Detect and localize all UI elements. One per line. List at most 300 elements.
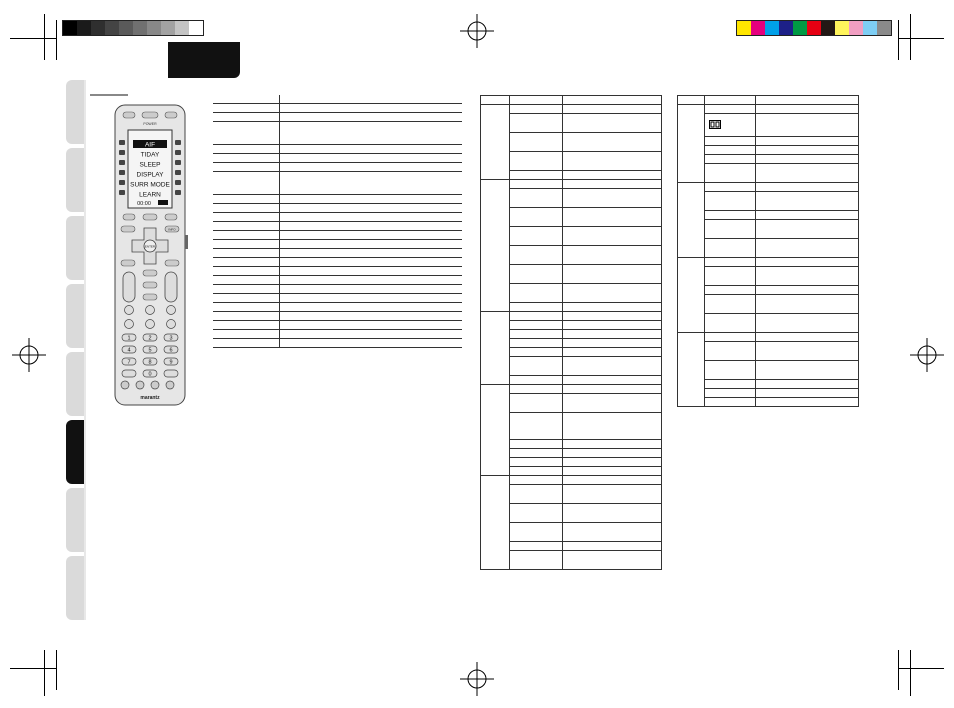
digit-label: 0 xyxy=(148,371,152,378)
color-strip xyxy=(736,20,892,36)
crop-mark xyxy=(56,20,57,60)
table-row xyxy=(213,240,462,249)
side-tab-6-active[interactable] xyxy=(66,420,84,484)
table-row xyxy=(481,180,662,189)
side-tab-4[interactable] xyxy=(66,284,84,348)
table-cell xyxy=(510,394,563,413)
table-cell xyxy=(678,258,705,333)
table-cell xyxy=(756,314,859,333)
table-cell xyxy=(756,295,859,314)
crop-mark xyxy=(898,20,899,60)
color-swatch xyxy=(863,21,877,35)
side-tab-2[interactable] xyxy=(66,148,84,212)
table-row xyxy=(678,389,859,398)
table-cell xyxy=(280,145,463,154)
table-row xyxy=(213,330,462,339)
side-tab-divider xyxy=(84,80,86,620)
table-cell xyxy=(510,105,563,114)
color-swatch xyxy=(161,21,175,35)
table-cell xyxy=(563,208,662,227)
table-cell xyxy=(756,389,859,398)
section-tab-header xyxy=(168,42,240,78)
table-cell xyxy=(510,458,563,467)
table-cell xyxy=(563,227,662,246)
table-cell xyxy=(756,164,859,183)
table-middle xyxy=(480,95,662,570)
table-row xyxy=(213,172,462,195)
table-cell xyxy=(563,394,662,413)
table-row xyxy=(678,314,859,333)
table-cell xyxy=(756,114,859,137)
registration-mark-bottom xyxy=(460,662,494,696)
digit-label: 3 xyxy=(169,335,173,342)
table-row xyxy=(213,204,462,213)
table-cell xyxy=(756,211,859,220)
enter-label: ENTER xyxy=(144,244,156,249)
table-cell xyxy=(213,95,280,104)
table-cell xyxy=(563,171,662,180)
table-cell xyxy=(213,267,280,276)
table-row xyxy=(678,342,859,361)
table-cell xyxy=(705,258,756,267)
table-cell xyxy=(756,192,859,211)
table-cell xyxy=(213,222,280,231)
color-swatch xyxy=(793,21,807,35)
remote-brand: marantz xyxy=(140,395,160,401)
table-cell xyxy=(213,321,280,330)
table-cell xyxy=(563,303,662,312)
crop-mark xyxy=(56,650,57,690)
crop-mark xyxy=(910,14,911,60)
side-tab-3[interactable] xyxy=(66,216,84,280)
table-cell xyxy=(213,303,280,312)
table-cell xyxy=(563,551,662,570)
digit-label: 4 xyxy=(127,347,131,354)
table-cell xyxy=(563,246,662,265)
side-tab-5[interactable] xyxy=(66,352,84,416)
table-cell xyxy=(563,485,662,504)
table-cell xyxy=(280,303,463,312)
color-swatch xyxy=(105,21,119,35)
table-row xyxy=(678,295,859,314)
table-cell xyxy=(213,122,280,145)
table-cell xyxy=(481,385,510,476)
table-cell xyxy=(280,113,463,122)
table-cell xyxy=(510,467,563,476)
color-swatch xyxy=(835,21,849,35)
table-cell xyxy=(510,227,563,246)
table-cell xyxy=(563,440,662,449)
table-row xyxy=(678,258,859,267)
table-cell xyxy=(563,265,662,284)
table-cell xyxy=(481,476,510,570)
table-cell xyxy=(280,294,463,303)
table-row xyxy=(213,249,462,258)
table-cell xyxy=(510,376,563,385)
table-cell xyxy=(756,155,859,164)
table-cell xyxy=(280,104,463,113)
table-cell xyxy=(563,523,662,542)
table-cell xyxy=(563,542,662,551)
table-cell xyxy=(705,398,756,407)
lcd-line: AIF xyxy=(144,141,156,149)
table-cell xyxy=(756,258,859,267)
color-swatch xyxy=(189,21,203,35)
table-cell xyxy=(280,204,463,213)
digit-label: 8 xyxy=(148,359,152,366)
table-cell xyxy=(705,380,756,389)
table-cell xyxy=(756,398,859,407)
table-cell xyxy=(563,449,662,458)
table-cell xyxy=(563,321,662,330)
table-cell xyxy=(705,389,756,398)
table-row xyxy=(213,213,462,222)
table-row xyxy=(481,105,662,114)
table-cell xyxy=(213,113,280,122)
table-cell xyxy=(705,183,756,192)
table-row xyxy=(678,96,859,105)
table-row xyxy=(213,195,462,204)
table-row xyxy=(213,321,462,330)
color-swatch xyxy=(877,21,891,35)
table-cell xyxy=(705,164,756,183)
table-row xyxy=(213,163,462,172)
table-row xyxy=(213,303,462,312)
crop-mark xyxy=(898,650,899,690)
table-row xyxy=(678,220,859,239)
table-cell xyxy=(510,265,563,284)
table-cell xyxy=(213,294,280,303)
table-cell xyxy=(510,542,563,551)
color-swatch xyxy=(737,21,751,35)
table-cell xyxy=(705,155,756,164)
table-row xyxy=(678,286,859,295)
table-row xyxy=(481,96,662,105)
table-row xyxy=(213,154,462,163)
table-cell xyxy=(756,137,859,146)
table-cell xyxy=(213,285,280,294)
lcd-line: SLEEP xyxy=(139,161,161,169)
heading-underline xyxy=(90,94,128,96)
table-cell xyxy=(756,342,859,361)
table-row xyxy=(678,105,859,114)
table-cell xyxy=(213,276,280,285)
table-right xyxy=(677,95,859,407)
table-cell xyxy=(280,222,463,231)
table-row xyxy=(213,122,462,145)
table-cell xyxy=(563,413,662,440)
table-cell xyxy=(510,208,563,227)
table-cell xyxy=(481,180,510,312)
table-cell xyxy=(563,339,662,348)
table-cell xyxy=(563,312,662,321)
table-cell xyxy=(563,458,662,467)
table-row xyxy=(213,276,462,285)
table-cell xyxy=(705,314,756,333)
digit-label: 6 xyxy=(169,347,173,354)
crop-mark xyxy=(898,668,944,669)
table-cell xyxy=(705,342,756,361)
table-cell xyxy=(510,476,563,485)
table-cell xyxy=(213,312,280,321)
digit-label: 2 xyxy=(148,335,152,342)
table-row xyxy=(481,385,662,394)
table-cell xyxy=(705,267,756,286)
table-cell xyxy=(280,95,463,104)
table-cell xyxy=(280,339,463,348)
table-cell xyxy=(280,276,463,285)
lcd-line: LEARN xyxy=(139,191,161,199)
table-cell xyxy=(213,172,280,195)
table-cell xyxy=(563,133,662,152)
table-cell xyxy=(280,163,463,172)
table-cell xyxy=(756,286,859,295)
digit-label: 5 xyxy=(148,347,152,354)
table-cell xyxy=(280,312,463,321)
color-swatch xyxy=(119,21,133,35)
lcd-line: TIDAY xyxy=(140,151,160,159)
digit-label: 7 xyxy=(127,359,131,366)
table-cell xyxy=(510,284,563,303)
table-cell xyxy=(280,285,463,294)
table-cell xyxy=(213,213,280,222)
table-cell xyxy=(678,183,705,258)
power-label: POWER xyxy=(143,122,157,126)
table-cell xyxy=(705,286,756,295)
table-row xyxy=(678,164,859,183)
color-swatch xyxy=(849,21,863,35)
table-cell xyxy=(280,321,463,330)
table-cell xyxy=(213,258,280,267)
table-cell xyxy=(678,96,705,105)
table-cell xyxy=(563,467,662,476)
table-cell xyxy=(510,152,563,171)
table-cell xyxy=(481,105,510,180)
table-row xyxy=(213,222,462,231)
table-cell xyxy=(510,246,563,265)
table-cell xyxy=(213,204,280,213)
table-cell xyxy=(510,551,563,570)
table-cell xyxy=(280,122,463,145)
table-cell xyxy=(705,192,756,211)
color-swatch xyxy=(821,21,835,35)
table-cell xyxy=(705,239,756,258)
table-cell xyxy=(705,333,756,342)
table-cell xyxy=(213,195,280,204)
table-cell xyxy=(213,104,280,113)
dolby-logo-icon xyxy=(709,120,721,129)
table-cell xyxy=(563,180,662,189)
lcd-line: 00:00 xyxy=(137,201,151,207)
table-cell xyxy=(510,449,563,458)
table-row xyxy=(678,333,859,342)
table-cell xyxy=(563,476,662,485)
color-swatch xyxy=(175,21,189,35)
remote-side-knob xyxy=(185,235,188,249)
table-row xyxy=(213,294,462,303)
table-cell xyxy=(756,267,859,286)
table-cell xyxy=(213,240,280,249)
crop-mark xyxy=(910,650,911,696)
table-cell xyxy=(705,96,756,105)
remote-control-illustration xyxy=(114,104,186,406)
color-swatch xyxy=(63,21,77,35)
table-cell xyxy=(481,96,510,105)
table-cell xyxy=(705,105,756,114)
table-row xyxy=(678,192,859,211)
table-cell xyxy=(563,504,662,523)
table-cell xyxy=(280,249,463,258)
digit-label: 1 xyxy=(127,335,131,342)
color-swatch xyxy=(779,21,793,35)
table-cell xyxy=(213,249,280,258)
table-cell xyxy=(510,330,563,339)
table-cell xyxy=(705,137,756,146)
table-cell xyxy=(705,114,756,137)
table-row xyxy=(213,258,462,267)
table-row xyxy=(213,104,462,113)
table-cell xyxy=(563,284,662,303)
table-cell xyxy=(280,240,463,249)
table-row xyxy=(678,183,859,192)
table-row xyxy=(678,211,859,220)
table-left xyxy=(213,95,462,348)
crop-mark xyxy=(898,38,944,39)
table-cell xyxy=(563,330,662,339)
table-cell xyxy=(563,385,662,394)
registration-mark-right xyxy=(910,338,944,372)
table-row xyxy=(213,285,462,294)
table-cell xyxy=(756,239,859,258)
table-row xyxy=(678,398,859,407)
table-cell xyxy=(510,385,563,394)
color-swatch xyxy=(91,21,105,35)
table-cell xyxy=(756,96,859,105)
crop-mark xyxy=(44,14,45,60)
table-row xyxy=(481,312,662,321)
table-cell xyxy=(280,258,463,267)
table-cell xyxy=(756,220,859,239)
table-cell xyxy=(705,295,756,314)
table-cell xyxy=(563,114,662,133)
table-cell xyxy=(756,146,859,155)
table-cell xyxy=(280,330,463,339)
table-cell xyxy=(510,312,563,321)
crop-mark xyxy=(10,668,56,669)
table-cell xyxy=(280,154,463,163)
table-cell xyxy=(510,523,563,542)
side-tab-7[interactable] xyxy=(66,488,84,552)
table-row xyxy=(213,113,462,122)
table-cell xyxy=(213,154,280,163)
table-cell xyxy=(756,333,859,342)
table-cell xyxy=(280,231,463,240)
color-swatch xyxy=(765,21,779,35)
table-row xyxy=(678,380,859,389)
lcd-line: SURR MODE xyxy=(130,181,170,189)
table-cell xyxy=(563,376,662,385)
info-label: INFO xyxy=(168,227,176,232)
table-cell xyxy=(510,348,563,357)
table-cell xyxy=(510,485,563,504)
table-cell xyxy=(510,96,563,105)
side-tab-1[interactable] xyxy=(66,80,84,144)
table-cell xyxy=(756,183,859,192)
color-swatch xyxy=(807,21,821,35)
table-cell xyxy=(510,413,563,440)
digit-label: 9 xyxy=(169,359,173,366)
table-row xyxy=(213,95,462,104)
table-row xyxy=(678,114,859,137)
table-cell xyxy=(678,333,705,407)
table-cell xyxy=(280,172,463,195)
side-tab-8[interactable] xyxy=(66,556,84,620)
table-row xyxy=(213,267,462,276)
table-cell xyxy=(510,171,563,180)
table-cell xyxy=(756,105,859,114)
table-row xyxy=(678,267,859,286)
table-cell xyxy=(510,440,563,449)
table-row xyxy=(678,155,859,164)
table-row xyxy=(678,239,859,258)
table-cell xyxy=(756,361,859,380)
table-cell xyxy=(510,321,563,330)
table-cell xyxy=(481,312,510,385)
table-cell xyxy=(510,504,563,523)
grayscale-strip xyxy=(62,20,204,36)
table-cell xyxy=(280,267,463,276)
color-swatch xyxy=(751,21,765,35)
table-row xyxy=(213,312,462,321)
lcd-line: DISPLAY xyxy=(136,171,164,179)
table-cell xyxy=(563,357,662,376)
table-cell xyxy=(563,105,662,114)
table-row xyxy=(213,231,462,240)
table-cell xyxy=(510,357,563,376)
table-row xyxy=(678,146,859,155)
color-swatch xyxy=(77,21,91,35)
table-row xyxy=(678,361,859,380)
registration-mark-left xyxy=(12,338,46,372)
table-cell xyxy=(756,380,859,389)
table-cell xyxy=(510,114,563,133)
table-cell xyxy=(510,189,563,208)
table-cell xyxy=(563,96,662,105)
crop-mark xyxy=(10,38,56,39)
table-row xyxy=(481,476,662,485)
table-cell xyxy=(213,163,280,172)
table-cell xyxy=(510,303,563,312)
table-cell xyxy=(280,213,463,222)
table-cell xyxy=(563,189,662,208)
table-cell xyxy=(213,330,280,339)
table-cell xyxy=(213,231,280,240)
table-cell xyxy=(705,146,756,155)
table-row xyxy=(213,339,462,348)
table-cell xyxy=(563,152,662,171)
crop-mark xyxy=(44,650,45,696)
table-cell xyxy=(563,348,662,357)
table-cell xyxy=(510,339,563,348)
table-cell xyxy=(510,180,563,189)
table-row xyxy=(213,145,462,154)
color-swatch xyxy=(133,21,147,35)
table-cell xyxy=(678,105,705,183)
table-cell xyxy=(705,220,756,239)
table-row xyxy=(678,137,859,146)
table-cell xyxy=(510,133,563,152)
registration-mark-top xyxy=(460,14,494,48)
